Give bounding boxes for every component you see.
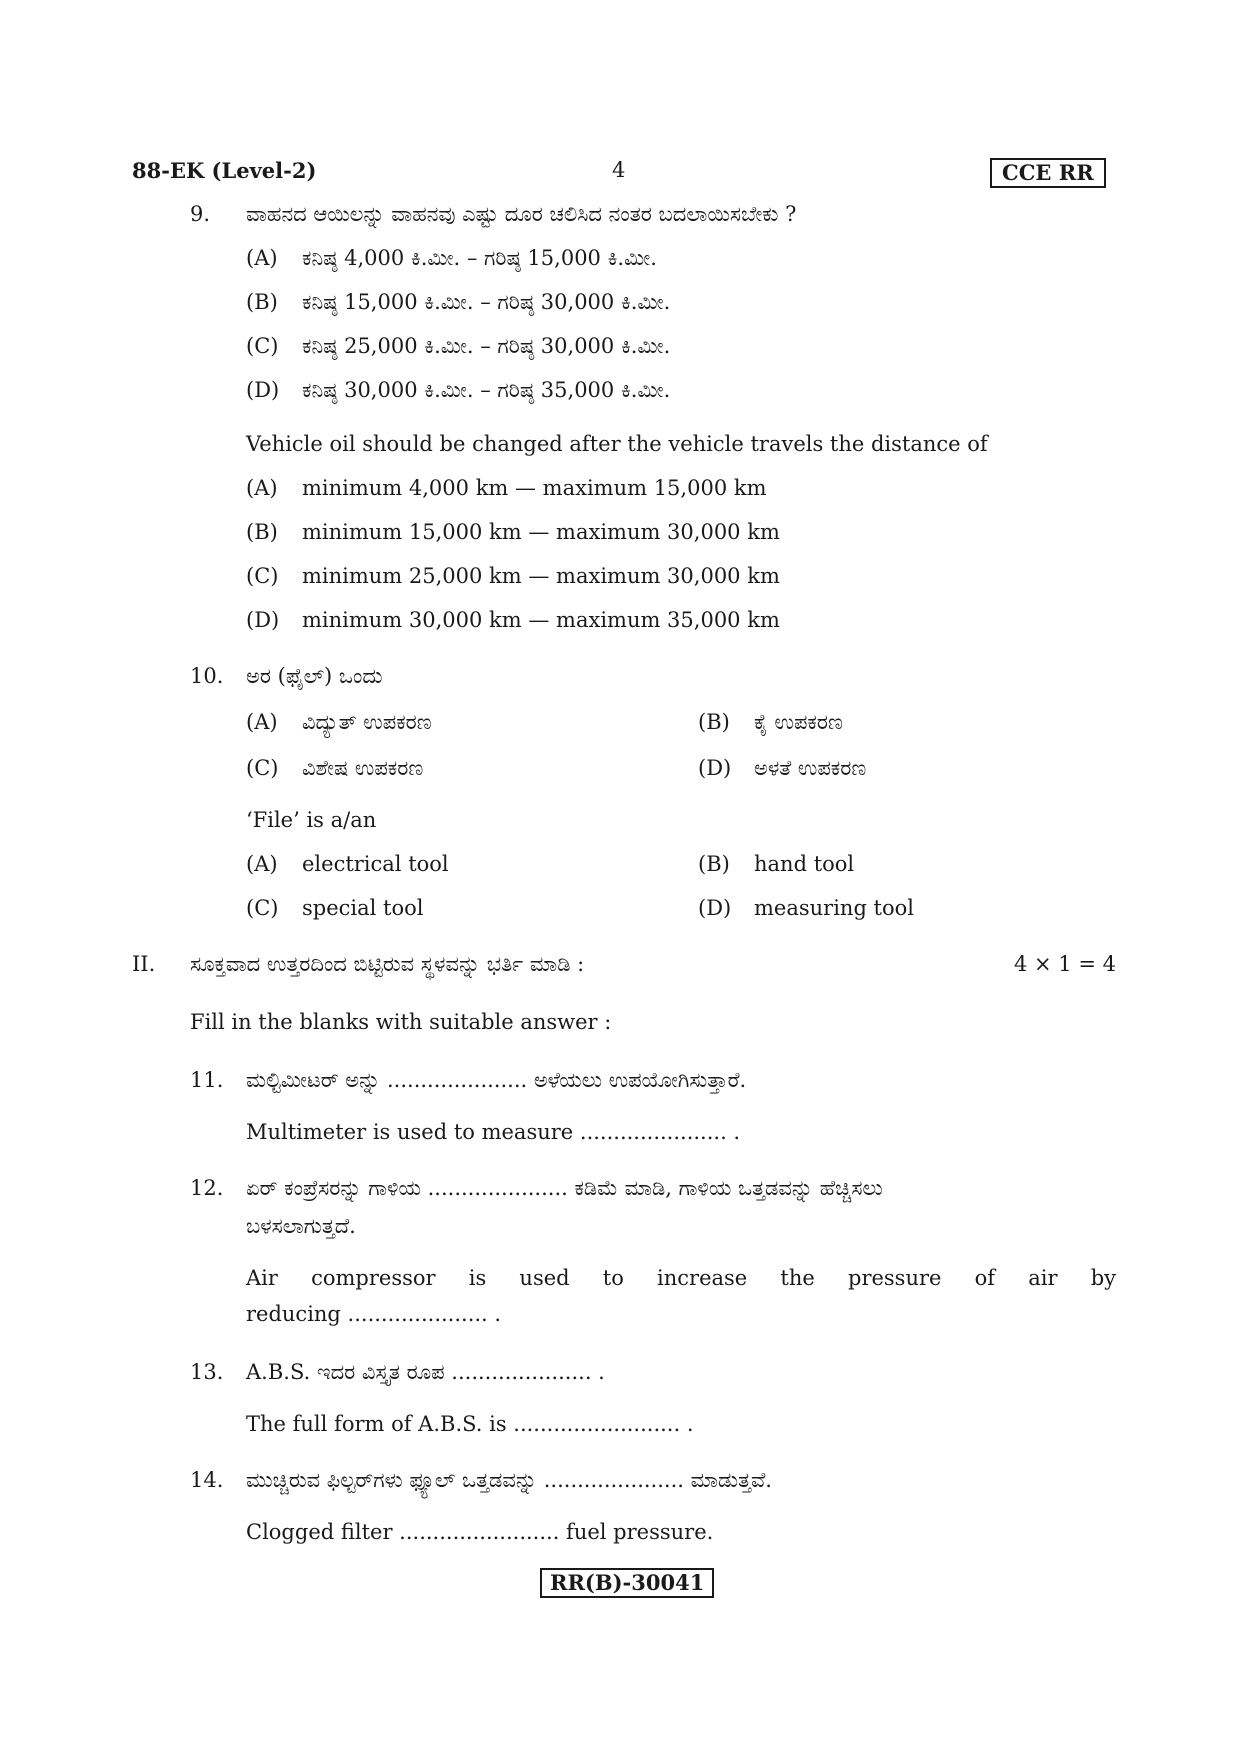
q12-number: 12. xyxy=(190,1176,224,1200)
q10-en-opt-b: hand tool xyxy=(754,852,855,876)
q12-kannada-line2: ಬಳಸಲಾಗುತ್ತದೆ. xyxy=(246,1214,356,1238)
q9-en-opt-b: minimum 15,000 km — maximum 30,000 km xyxy=(302,520,780,544)
section-2-marks: 4 × 1 = 4 xyxy=(1014,952,1116,976)
q10-kn-opt-a: ವಿದ್ಯುತ್ ಉಪಕರಣ xyxy=(302,710,432,734)
q9-en-opt-d: minimum 30,000 km — maximum 35,000 km xyxy=(302,608,780,632)
q10-en-opt-a: electrical tool xyxy=(302,852,449,876)
q10-en-opt-b-label: (B) xyxy=(698,852,730,876)
q11-english: Multimeter is used to measure ...................... . xyxy=(246,1120,741,1144)
q9-kn-opt-c-label: (C) xyxy=(246,334,279,358)
q12-kannada-line1: ಏರ್ ಕಂಪ್ರೆಸರನ್ನು ಗಾಳಿಯ ..................... ಕಡಿಮೆ ಮಾಡಿ, ಗಾಳಿಯ ಒತ್ತಡವನ್ನು ಹೆಚ್ಚಿಸಲು xyxy=(246,1176,883,1200)
q9-kn-opt-b: ಕನಿಷ್ಠ 15,000 ಕಿ.ಮೀ. – ಗರಿಷ್ಠ 30,000 ಕಿ.ಮೀ. xyxy=(302,290,671,314)
q12-english-line1: Air compressor is used to increase the pressure of air by xyxy=(246,1266,1116,1290)
q13-english: The full form of A.B.S. is ......................... . xyxy=(246,1412,694,1436)
q9-en-opt-c-label: (C) xyxy=(246,564,279,588)
q14-kannada: ಮುಚ್ಚಿರುವ ಫಿಲ್ಟರ್‌ಗಳು ಫ್ಯೂಲ್ ಒತ್ತಡವನ್ನು ..................... ಮಾಡುತ್ತವೆ. xyxy=(246,1468,772,1492)
section-2-kannada: ಸೂಕ್ತವಾದ ಉತ್ತರದಿಂದ ಬಿಟ್ಟಿರುವ ಸ್ಥಳವನ್ನು ಭರ್ತಿ ಮಾಡಿ : xyxy=(190,952,585,976)
q9-en-opt-d-label: (D) xyxy=(246,608,280,632)
q10-en-opt-a-label: (A) xyxy=(246,852,278,876)
q14-english: Clogged filter ........................ fuel pressure. xyxy=(246,1520,714,1544)
q10-en-opt-d-label: (D) xyxy=(698,896,732,920)
q9-number: 9. xyxy=(190,202,211,226)
q9-kn-opt-d-label: (D) xyxy=(246,378,280,402)
q10-kn-opt-d-label: (D) xyxy=(698,756,732,780)
q9-en-opt-c: minimum 25,000 km — maximum 30,000 km xyxy=(302,564,780,588)
q10-kn-opt-c: ವಿಶೇಷ ಉಪಕರಣ xyxy=(302,756,424,780)
q9-kn-opt-d: ಕನಿಷ್ಠ 30,000 ಕಿ.ಮೀ. – ಗರಿಷ್ಠ 35,000 ಕಿ.ಮೀ. xyxy=(302,378,671,402)
q10-number: 10. xyxy=(190,664,224,688)
q9-en-opt-a-label: (A) xyxy=(246,476,278,500)
q10-en-opt-c-label: (C) xyxy=(246,896,279,920)
q10-kn-opt-b-label: (B) xyxy=(698,710,730,734)
q9-en-opt-b-label: (B) xyxy=(246,520,278,544)
q10-kn-opt-a-label: (A) xyxy=(246,710,278,734)
q9-en-opt-a: minimum 4,000 km — maximum 15,000 km xyxy=(302,476,767,500)
q9-english: Vehicle oil should be changed after the vehicle travels the distance of xyxy=(246,432,988,456)
q10-kn-opt-d: ಅಳತೆ ಉಪಕರಣ xyxy=(754,756,867,780)
q9-kn-opt-c: ಕನಿಷ್ಠ 25,000 ಕಿ.ಮೀ. – ಗರಿಷ್ಠ 30,000 ಕಿ.ಮೀ. xyxy=(302,334,671,358)
q13-number: 13. xyxy=(190,1360,224,1384)
q9-kannada: ವಾಹನದ ಆಯಿಲನ್ನು ವಾಹನವು ಎಷ್ಟು ದೂರ ಚಲಿಸಿದ ನಂತರ ಬದಲಾಯಿಸಬೇಕು ? xyxy=(246,202,797,226)
series-badge: CCE RR xyxy=(990,158,1106,188)
q9-kn-opt-a: ಕನಿಷ್ಠ 4,000 ಕಿ.ಮೀ. – ಗರಿಷ್ಠ 15,000 ಕಿ.ಮೀ. xyxy=(302,246,657,270)
section-2-number: II. xyxy=(132,952,156,976)
paper-code: 88-EK (Level-2) xyxy=(132,158,317,183)
q10-en-opt-c: special tool xyxy=(302,896,424,920)
q14-number: 14. xyxy=(190,1468,224,1492)
q10-kannada: ಅರ (ಫೈಲ್) ಒಂದು xyxy=(246,664,383,688)
q13-kannada: A.B.S. ಇದರ ವಿಸ್ತೃತ ರೂಪ ..................... . xyxy=(246,1360,605,1384)
q11-kannada: ಮಲ್ಟಿಮೀಟರ್ ಅನ್ನು ..................... ಅಳೆಯಲು ಉಪಯೋಗಿಸುತ್ತಾರೆ. xyxy=(246,1068,747,1092)
q9-kn-opt-b-label: (B) xyxy=(246,290,278,314)
q12-english-line2: reducing ..................... . xyxy=(246,1302,502,1326)
section-2-english: Fill in the blanks with suitable answer : xyxy=(190,1010,612,1034)
page-number: 4 xyxy=(612,158,626,182)
q10-kn-opt-b: ಕೈ ಉಪಕರಣ xyxy=(754,710,843,734)
q11-number: 11. xyxy=(190,1068,224,1092)
q10-en-opt-d: measuring tool xyxy=(754,896,915,920)
footer-code-badge: RR(B)-30041 xyxy=(540,1568,714,1598)
q10-kn-opt-c-label: (C) xyxy=(246,756,279,780)
q10-english: ‘File’ is a/an xyxy=(246,808,377,832)
q9-kn-opt-a-label: (A) xyxy=(246,246,278,270)
